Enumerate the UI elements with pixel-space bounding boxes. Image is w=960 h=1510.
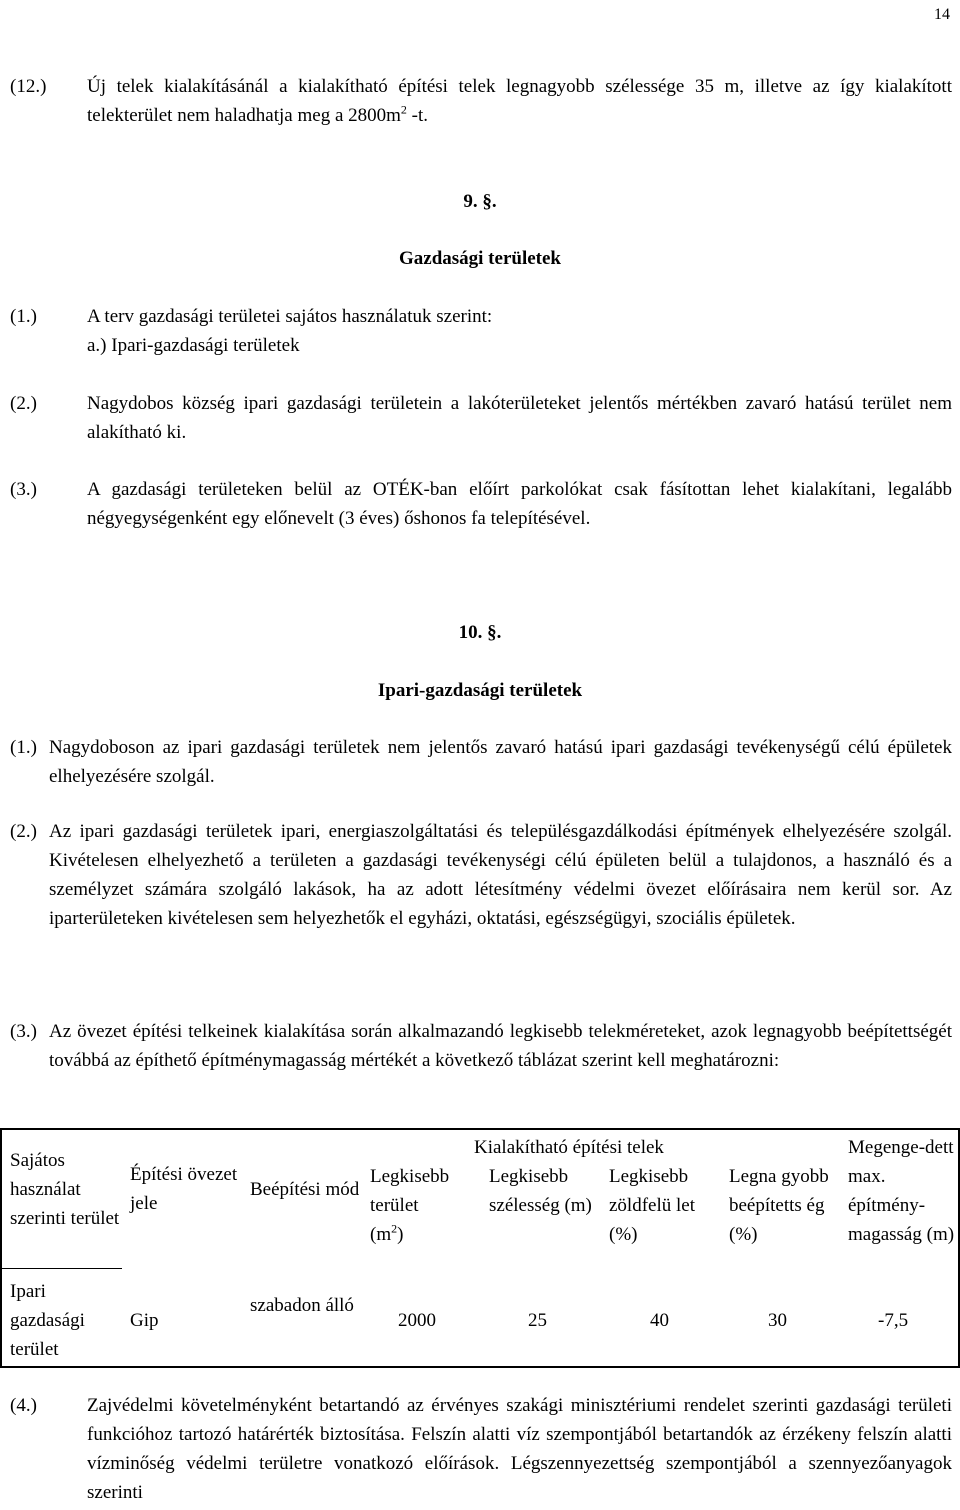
paragraph-number: (4.)	[10, 1395, 37, 1416]
cell-min-area: 2000	[398, 1310, 436, 1331]
paragraph-9-1: A terv gazdasági területei sajátos használatuk szerint: a.) Ipari-gazdasági területek	[87, 306, 493, 356]
header-zone-code: Építési övezet jele	[130, 1164, 238, 1214]
paragraph-number: (3.)	[10, 479, 37, 500]
paragraph-number: (12.)	[10, 76, 47, 97]
cell-max-coverage: 30	[768, 1310, 787, 1331]
paragraph-12: Új telek kialakításánál a kialakítható építési telek legnagyobb szélessége 35 m, illetve az így kialakított telekterület nem haladhatja meg a $2800m^2$ -t.	[87, 76, 952, 126]
paragraph-number: (2.)	[10, 393, 37, 414]
header-max-coverage: Legna gyobb beépítetts ég (%)	[729, 1166, 829, 1245]
header-building-mode: Beépítési mód	[250, 1179, 360, 1200]
cell-min-width: 25	[528, 1310, 547, 1331]
section-number: 9. §.	[463, 191, 497, 212]
header-land-use: Sajátos használat szerinti terület	[10, 1150, 120, 1229]
section-title: Gazdasági területek	[398, 248, 561, 269]
cell-building-mode: szabadon álló	[250, 1295, 354, 1316]
header-min-green: Legkisebb zöldfelü let (%)	[609, 1166, 695, 1245]
paragraph-9-3: A gazdasági területeken belül az OTÉK-ban előírt parkolókat csak fásítottan lehet kialakítani, legalább négyegységenként egy előnevelt (3 éves) őshonos fa telepítésével.	[87, 479, 952, 529]
section-number: 10. §.	[458, 622, 502, 643]
section-title: Ipari-gazdasági területek	[377, 680, 583, 701]
header-min-area: Legkisebb terület $(m^2)$	[370, 1166, 450, 1245]
paragraph-10-3: Az övezet építési telkeinek kialakítása során alkalmazandó legkisebb telekméreteket, azok legnagyobb beépítettségét továbbá az építhető építménymagasság mértékét a következő táblázat szerint kell meghatározni:	[49, 1021, 952, 1071]
paragraph-number: (3.)	[10, 1021, 37, 1042]
paragraph-10-1: Nagydoboson az ipari gazdasági területek nem jelentős zavaró hatású ipari gazdasági tevékenységű célú épületek elhelyezésére szolgál.	[49, 737, 952, 787]
building-parameters-table	[0, 1128, 960, 1368]
header-max-height: Megenge-dett max. építmény-magasság (m)	[848, 1137, 955, 1245]
paragraph-10-4: Zajvédelmi követelményként betartandó az érvényes szakági minisztériumi rendelet szerinti gazdasági területi funkcióhoz tartozó határérték biztosítása. Felszín alatti víz szempontjából betartandók az érzékeny felszín alatti vízminőség védelmi területre vonatkozó előírások. Légszennyezettség szempontjából a szennyezőanyagok szerinti	[87, 1395, 952, 1503]
header-min-width: Legkisebb szélesség (m)	[489, 1166, 592, 1216]
cell-min-green: 40	[650, 1310, 669, 1331]
paragraph-10-2: Az ipari gazdasági területek ipari, energiaszolgáltatási és településgazdálkodási építmények elhelyezésére szolgál. Kivételesen elhelyezhető a területen a gazdasági tevékenységi célú épületen belül a tulajdonos, a használó és a személyzet számára szolgáló lakások, ha az adott létesítmény védelmi övezet előírásaira nem kerül sor. Az iparterületeken kivételesen sem helyezhetők el egyházi, oktatási, egészségügyi, szociális épületek.	[49, 821, 952, 929]
paragraph-number: (2.)	[10, 821, 37, 842]
cell-zone-code: Gip	[130, 1310, 159, 1331]
cell-max-height: -7,5	[878, 1310, 909, 1331]
paragraph-9-2: Nagydobos község ipari gazdasági területein a lakóterületeket jelentős mértékben zavaró hatású terület nem alakítható ki.	[87, 393, 952, 443]
cell-land-use: Ipari gazdasági terület	[10, 1281, 85, 1360]
paragraph-number: (1.)	[10, 306, 37, 327]
paragraph-number: (1.)	[10, 737, 37, 758]
page-number: 14	[934, 6, 950, 23]
header-plot-group: Kialakítható építési telek	[474, 1137, 664, 1158]
